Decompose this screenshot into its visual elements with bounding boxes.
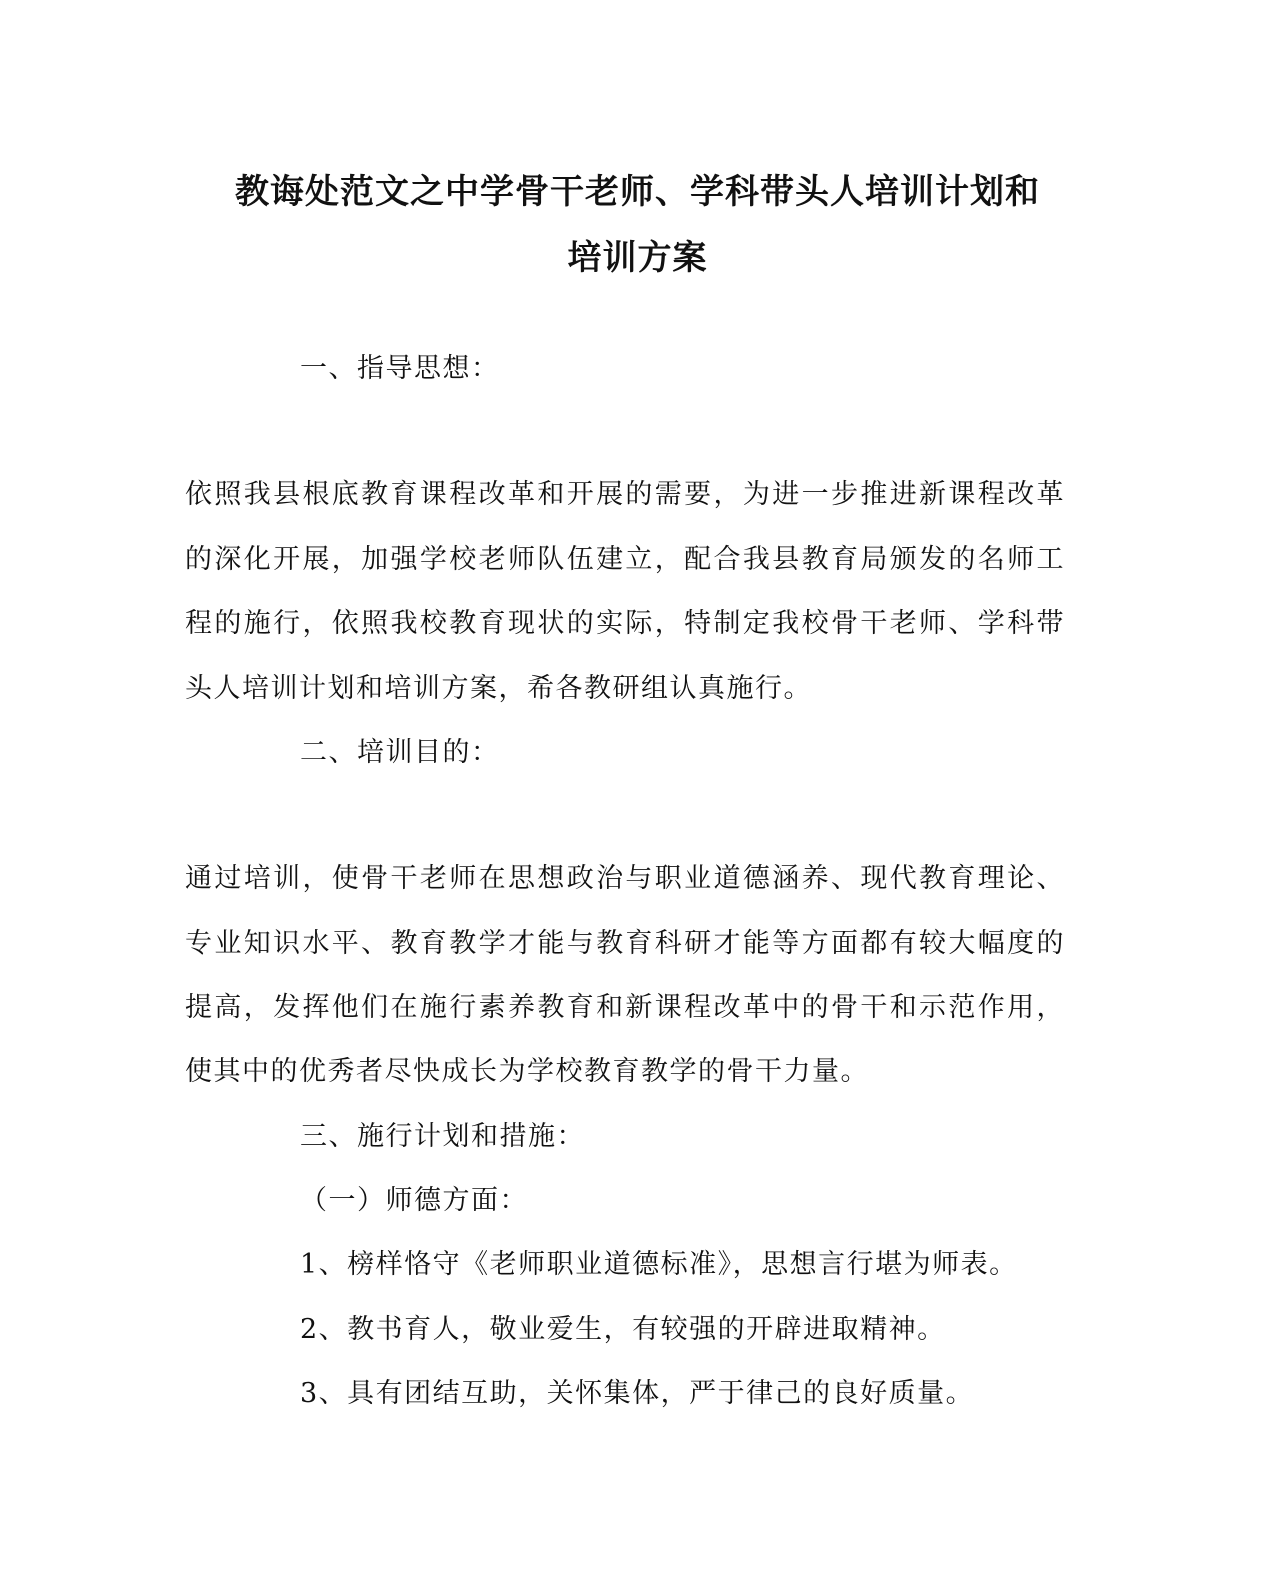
document-title-line-1: 教诲处范文之中学骨干老师、学科带头人培训计划和 [235, 172, 1040, 212]
section-1-paragraph-line: 的深化开展，加强学校老师队伍建立，配合我县教育局颁发的名师工 [185, 544, 1065, 575]
section-2-heading: 二、培训目的： [300, 737, 500, 768]
section-2-paragraph-line: 提高，发挥他们在施行素养教育和新课程改革中的骨干和示范作用， [185, 992, 1065, 1023]
section-3-subheading: （一）师德方面： [300, 1185, 528, 1216]
section-1-paragraph-line: 头人培训计划和培训方案，希各教研组认真施行。 [185, 673, 812, 704]
section-3-heading: 三、施行计划和措施： [300, 1121, 585, 1152]
section-1-heading: 一、指导思想： [300, 353, 500, 384]
section-2-paragraph-line: 专业知识水平、教育教学才能与教育科研才能等方面都有较大幅度的 [185, 928, 1065, 959]
document-title-line-2: 培训方案 [567, 238, 708, 278]
section-1-paragraph-line: 依照我县根底教育课程改革和开展的需要，为进一步推进新课程改革 [185, 479, 1065, 510]
list-item: 1、榜样恪守《老师职业道德标准》，思想言行堪为师表。 [300, 1249, 1018, 1280]
section-2-paragraph-line: 使其中的优秀者尽快成长为学校教育教学的骨干力量。 [185, 1056, 869, 1087]
list-item: 2、教书育人，敬业爱生，有较强的开辟进取精神。 [300, 1314, 946, 1345]
section-1-paragraph-line: 程的施行，依照我校教育现状的实际，特制定我校骨干老师、学科带 [185, 608, 1065, 639]
list-item: 3、具有团结互助，关怀集体，严于律己的良好质量。 [300, 1378, 975, 1409]
section-2-paragraph-line: 通过培训，使骨干老师在思想政治与职业道德涵养、现代教育理论、 [185, 863, 1065, 894]
